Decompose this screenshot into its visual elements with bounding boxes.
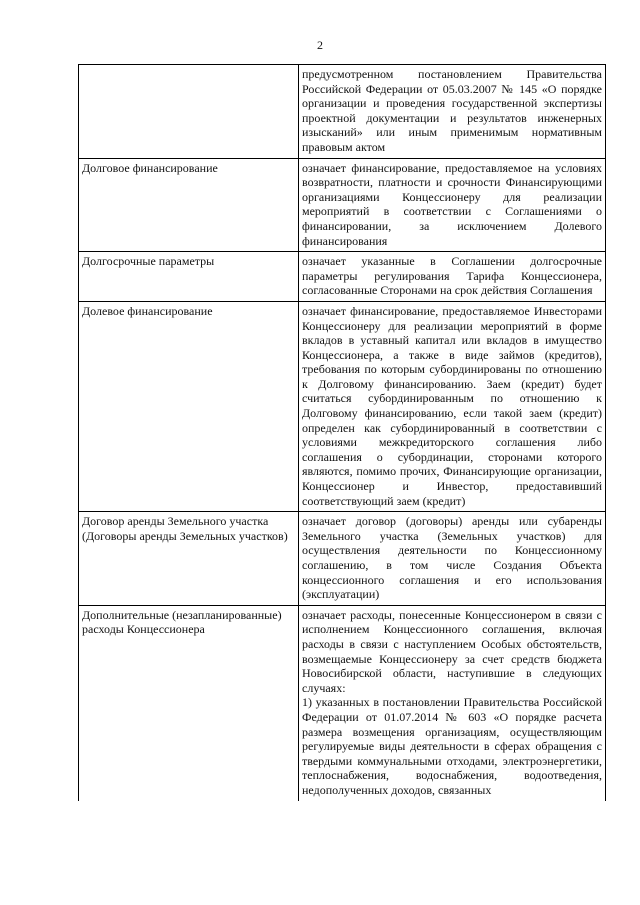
table-row xyxy=(79,512,606,606)
table-row xyxy=(79,158,606,252)
definition-cell xyxy=(299,605,606,800)
term-cell xyxy=(79,301,299,511)
definition-text: означает финансирование, предоставляемое Инвесторами Концессионеру для реализации мероприятий в форме вкладов в уставный капитал или вкладов в имущество Концессионера, а также в виде займов (кредитов), требования по которым субординированы по отношению к Долговому финансированию. Заем (кредит) будет считаться субординированным по отношению к Долговому финансированию, если такой заем (кредит) определен как субординированный в соответствии с условиями межкредиторского соглашения либо соглашения о субординации, сторонами которого являются, помимо прочих, Финансирующие организации, Концессионер и Инвестор, предоставивший соответствующий заем (кредит) xyxy=(302,303,602,508)
definition-cell xyxy=(299,252,606,302)
definition-text: означает расходы, понесенные Концессионером в связи с исполнением Концессионного соглашения, включая расходы в связи с наступлением Особых обстоятельств, возмещаемые Концессионеру за счет средств бюджета Новосибирской области, наступившие в следующих случаях: xyxy=(302,607,602,695)
definition-cell xyxy=(299,512,606,606)
term-cell xyxy=(79,65,299,159)
term-cell xyxy=(79,252,299,302)
definition-subparagraph: 1) указанных в постановлении Правительства Российской Федерации от 01.07.2014 № 603 «О порядке расчета размера возмещения организациям, осуществляющим регулируемые виды деятельности в сферах обращения с твердыми коммунальными отходами, электроэнергетики, теплоснабжения, водоснабжения, водоотведения, недополученных доходов, связанных xyxy=(302,695,602,797)
term-text: Долговое финансирование xyxy=(82,160,218,175)
definition-text: предусмотренном постановлением Правительства Российской Федерации от 05.03.2007 № 145 «О порядке организации и проведения государственной экспертизы проектной документации и результатов инженерных изысканий» или иным применимым нормативным правовым актом xyxy=(302,67,602,154)
table-row xyxy=(79,65,606,159)
definition-cell xyxy=(299,158,606,252)
definition-text: означает договор (договоры) аренды или субаренды Земельного участка (Земельных участков) для осуществления деятельности по Концессионному соглашению, в том числе Создания Объекта концессионного соглашения и его использования (эксплуатации) xyxy=(302,514,602,602)
term-text: Долевое финансирование xyxy=(82,303,213,318)
definition-cell xyxy=(299,301,606,511)
definition-text: означает указанные в Соглашении долгосрочные параметры регулирования Тарифа Концессионера, согласованные Сторонами на срок действия Соглашения xyxy=(302,254,602,298)
table-row xyxy=(79,301,606,511)
table-row xyxy=(79,605,606,800)
table-row xyxy=(79,252,606,302)
term-text: Дополнительные (незапланированные) расходы Концессионера xyxy=(82,607,282,637)
definition-text: означает финансирование, предоставляемое на условиях возвратности, платности и срочности Финансирующими организациями Концессионеру для реализации мероприятий в соответствии с Соглашениями о финансировании, за исключением Долевого финансирования xyxy=(302,160,602,248)
term-cell xyxy=(79,605,299,800)
term-text: Долгосрочные параметры xyxy=(82,254,215,269)
page-number: 2 xyxy=(317,38,323,52)
term-cell xyxy=(79,158,299,252)
definitions-table xyxy=(78,64,606,801)
definition-cell xyxy=(299,65,606,159)
term-cell xyxy=(79,512,299,606)
term-text: Договор аренды Земельного участка (Договоры аренды Земельных участков) xyxy=(82,514,288,543)
